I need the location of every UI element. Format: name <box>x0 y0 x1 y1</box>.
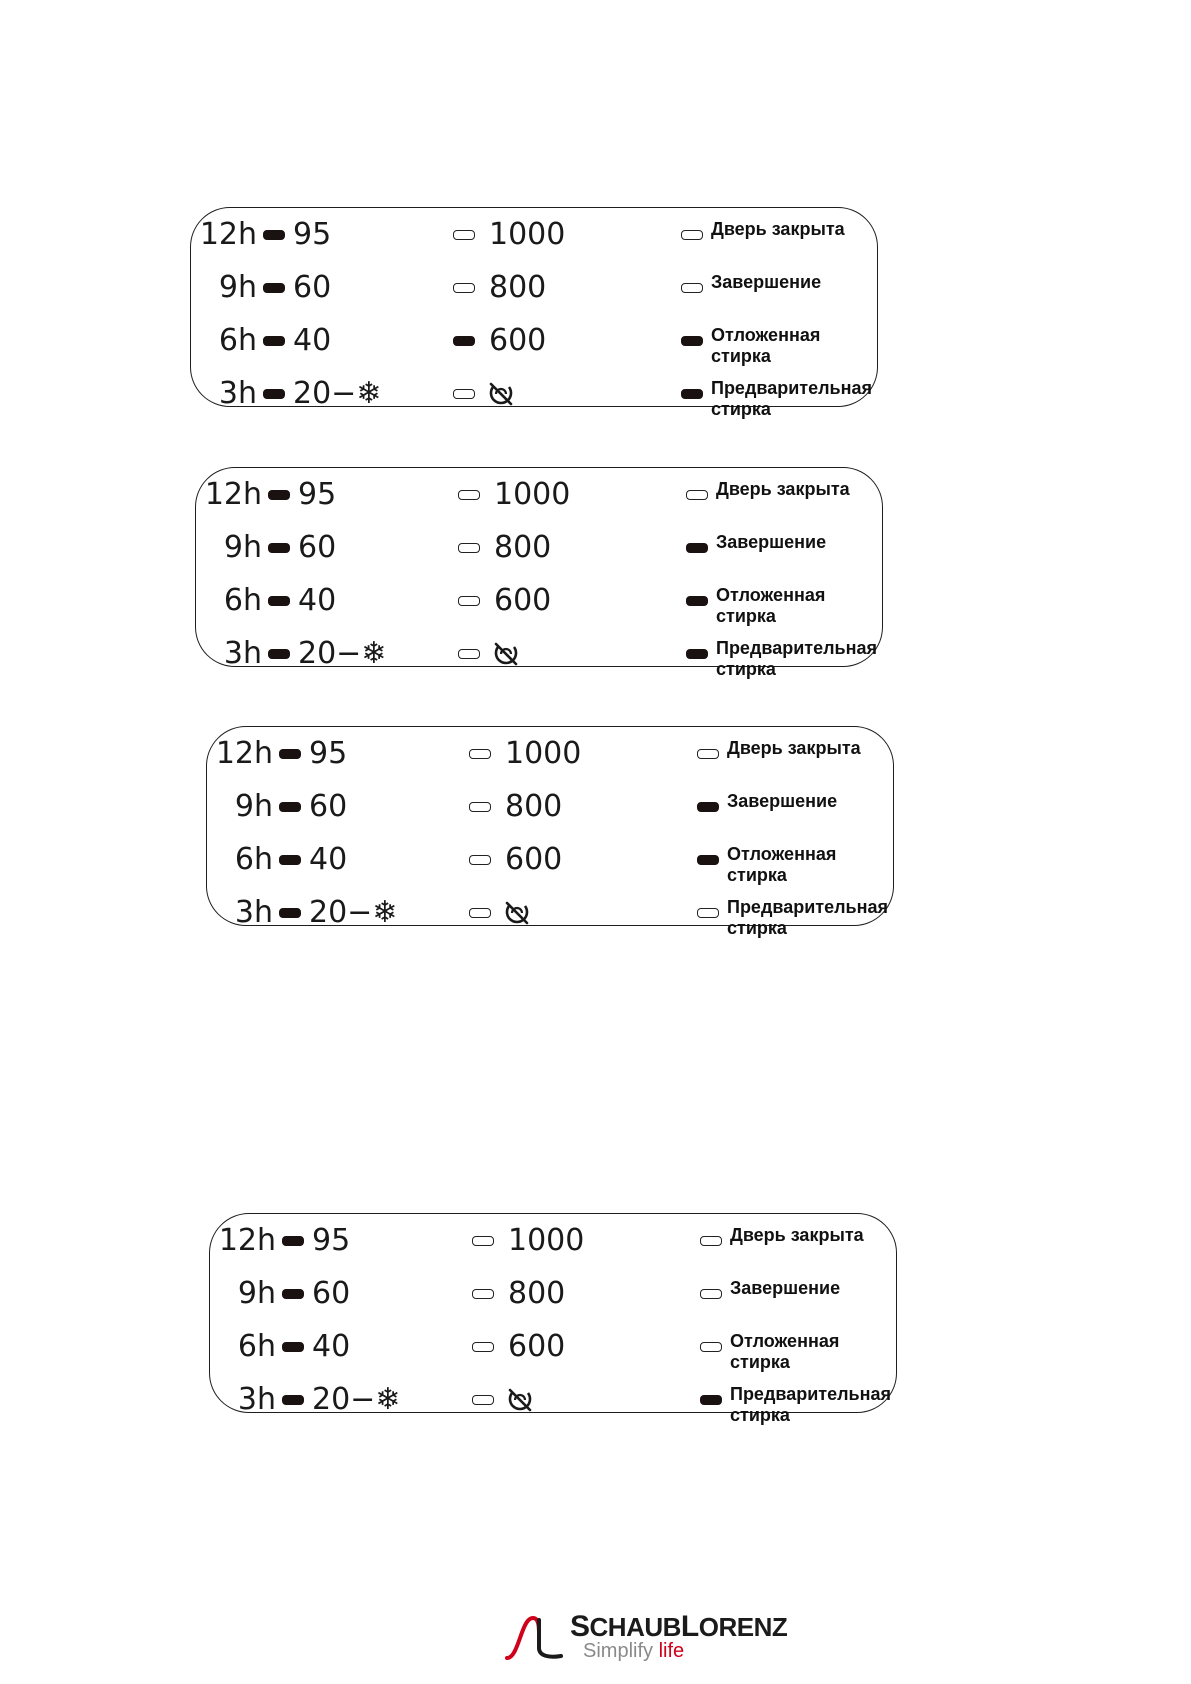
indicator-row <box>210 1275 896 1327</box>
delay-hours-label: 6h <box>223 583 262 618</box>
temperature-label: 40 <box>312 1329 351 1364</box>
temperature-label: 95 <box>298 477 337 512</box>
spin-indicator-led <box>453 283 475 293</box>
temperature-indicator-led <box>279 855 301 865</box>
delay-hours-label: 3h <box>237 1382 276 1417</box>
spin-speed-label: 600 <box>494 583 552 618</box>
indicator-row <box>196 476 882 528</box>
delay-hours-label: 6h <box>218 323 257 358</box>
indicator-row <box>210 1381 896 1433</box>
spin-indicator-led <box>472 1395 494 1405</box>
delay-hours-label: 12h <box>204 477 262 512</box>
spin-indicator-led <box>458 649 480 659</box>
status-label: Предварительная стирка <box>727 897 888 938</box>
temperature-indicator-led <box>268 543 290 553</box>
temperature-label: 95 <box>312 1223 351 1258</box>
spin-indicator-led <box>469 855 491 865</box>
indicator-row <box>191 322 877 374</box>
spin-speed-label: 1000 <box>505 736 582 771</box>
temperature-indicator-led <box>263 389 285 399</box>
spin-indicator-led <box>469 749 491 759</box>
status-indicator-led <box>697 749 719 759</box>
delay-hours-label: 3h <box>223 636 262 671</box>
no-spin-icon <box>492 641 520 667</box>
status-indicator-led <box>697 908 719 918</box>
temperature-label: 95 <box>293 217 332 252</box>
temperature-label: 60 <box>312 1276 351 1311</box>
temperature-label: 20−❄ <box>293 376 382 411</box>
delay-hours-label: 9h <box>237 1276 276 1311</box>
temperature-indicator-led <box>268 596 290 606</box>
temperature-label: 20−❄ <box>309 895 398 930</box>
status-label: Предварительная стирка <box>716 638 877 679</box>
temperature-indicator-led <box>279 802 301 812</box>
status-label: Отложенная стирка <box>727 844 837 885</box>
spin-speed-label: 800 <box>494 530 552 565</box>
status-indicator-led <box>681 283 703 293</box>
status-indicator-led <box>686 649 708 659</box>
delay-hours-label: 12h <box>215 736 273 771</box>
status-indicator-led <box>686 543 708 553</box>
display-panel <box>206 726 894 938</box>
temperature-indicator-led <box>282 1289 304 1299</box>
spin-indicator-led <box>453 230 475 240</box>
status-label: Завершение <box>730 1278 841 1298</box>
spin-speed-label: 600 <box>505 842 563 877</box>
status-indicator-led <box>697 802 719 812</box>
status-indicator-led <box>681 336 703 346</box>
spin-speed-label: 800 <box>489 270 547 305</box>
status-label: Завершение <box>727 791 838 811</box>
spin-indicator-led <box>458 490 480 500</box>
indicator-row <box>196 582 882 634</box>
indicator-row <box>210 1328 896 1380</box>
status-label: Отложенная стирка <box>730 1331 840 1372</box>
status-indicator-led <box>681 230 703 240</box>
spin-indicator-led <box>458 596 480 606</box>
status-label: Дверь закрыта <box>730 1225 864 1245</box>
delay-hours-label: 3h <box>218 376 257 411</box>
status-label: Предварительная стирка <box>711 378 872 419</box>
temperature-label: 60 <box>298 530 337 565</box>
indicator-row <box>191 216 877 268</box>
spin-speed-label: 1000 <box>508 1223 585 1258</box>
status-indicator-led <box>700 1395 722 1405</box>
indicator-row <box>191 269 877 321</box>
brand-name: SCHAUBLORENZ <box>570 1610 788 1643</box>
status-indicator-led <box>697 855 719 865</box>
spin-indicator-led <box>458 543 480 553</box>
status-label: Дверь закрыта <box>727 738 861 758</box>
temperature-label: 40 <box>298 583 337 618</box>
delay-hours-label: 6h <box>234 842 273 877</box>
spin-indicator-led <box>453 389 475 399</box>
temperature-indicator-led <box>263 230 285 240</box>
spin-indicator-led <box>472 1342 494 1352</box>
status-label: Завершение <box>711 272 822 292</box>
no-spin-icon <box>503 900 531 926</box>
temperature-indicator-led <box>263 283 285 293</box>
indicator-row <box>191 375 877 427</box>
temperature-indicator-led <box>268 649 290 659</box>
status-indicator-led <box>681 389 703 399</box>
spin-speed-label: 800 <box>508 1276 566 1311</box>
spin-speed-label: 1000 <box>494 477 571 512</box>
spin-speed-label: 1000 <box>489 217 566 252</box>
spin-indicator-led <box>469 802 491 812</box>
indicator-row <box>207 788 893 840</box>
indicator-row <box>196 635 882 687</box>
indicator-row <box>207 841 893 893</box>
status-indicator-led <box>686 596 708 606</box>
temperature-indicator-led <box>282 1342 304 1352</box>
delay-hours-label: 9h <box>234 789 273 824</box>
status-label: Отложенная стирка <box>716 585 826 626</box>
status-label: Дверь закрыта <box>711 219 845 239</box>
temperature-indicator-led <box>282 1236 304 1246</box>
display-panel <box>190 207 878 419</box>
indicator-row <box>207 735 893 787</box>
display-panel <box>195 467 883 679</box>
status-label: Завершение <box>716 532 827 552</box>
temperature-label: 40 <box>309 842 348 877</box>
delay-hours-label: 12h <box>199 217 257 252</box>
status-label: Предварительная стирка <box>730 1384 891 1425</box>
temperature-label: 40 <box>293 323 332 358</box>
temperature-label: 20−❄ <box>298 636 387 671</box>
status-indicator-led <box>700 1342 722 1352</box>
status-indicator-led <box>686 490 708 500</box>
spin-indicator-led <box>453 336 475 346</box>
delay-hours-label: 6h <box>237 1329 276 1364</box>
logo-swoosh-icon <box>505 1614 567 1662</box>
indicator-row <box>207 894 893 946</box>
temperature-label: 60 <box>293 270 332 305</box>
delay-hours-label: 9h <box>218 270 257 305</box>
spin-indicator-led <box>472 1289 494 1299</box>
temperature-indicator-led <box>279 908 301 918</box>
brand-tagline: Simplify life <box>583 1640 685 1662</box>
status-label: Дверь закрыта <box>716 479 850 499</box>
temperature-label: 95 <box>309 736 348 771</box>
indicator-row <box>196 529 882 581</box>
no-spin-icon <box>506 1387 534 1413</box>
status-indicator-led <box>700 1289 722 1299</box>
temperature-indicator-led <box>279 749 301 759</box>
temperature-label: 60 <box>309 789 348 824</box>
temperature-indicator-led <box>268 490 290 500</box>
spin-speed-label: 800 <box>505 789 563 824</box>
spin-indicator-led <box>472 1236 494 1246</box>
status-indicator-led <box>700 1236 722 1246</box>
brand-logo <box>505 1608 788 1668</box>
temperature-label: 20−❄ <box>312 1382 401 1417</box>
spin-indicator-led <box>469 908 491 918</box>
delay-hours-label: 3h <box>234 895 273 930</box>
spin-speed-label: 600 <box>489 323 547 358</box>
indicator-row <box>210 1222 896 1274</box>
temperature-indicator-led <box>282 1395 304 1405</box>
display-panel <box>209 1213 897 1425</box>
status-label: Отложенная стирка <box>711 325 821 366</box>
spin-speed-label: 600 <box>508 1329 566 1364</box>
delay-hours-label: 9h <box>223 530 262 565</box>
no-spin-icon <box>487 381 515 407</box>
delay-hours-label: 12h <box>218 1223 276 1258</box>
temperature-indicator-led <box>263 336 285 346</box>
